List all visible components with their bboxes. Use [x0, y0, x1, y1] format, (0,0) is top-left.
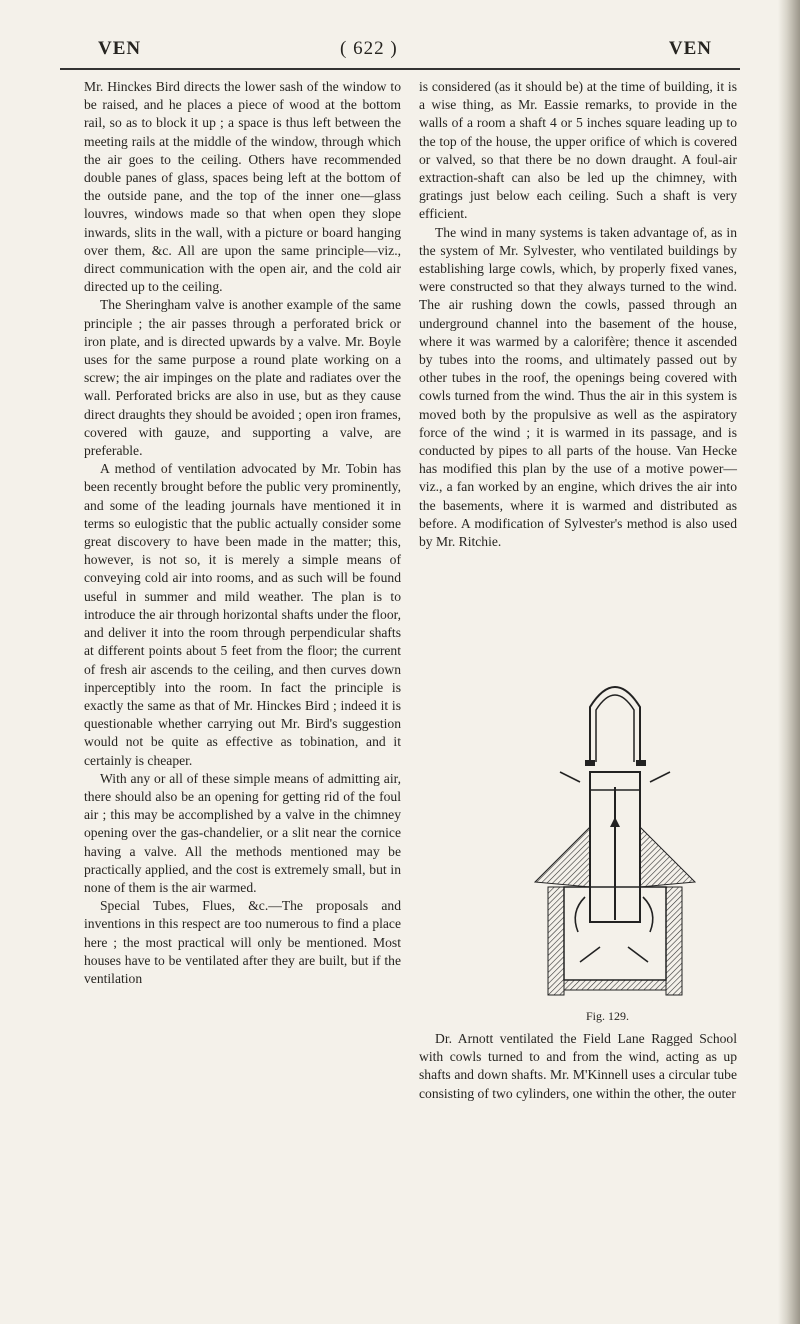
figure-caption: Fig. 129. — [586, 1009, 630, 1023]
paragraph: A method of ventilation advocated by Mr. Tobin has been recently brought before the public very prominently, and some of the leading journals have mentioned it in terms so eulogistic that the public actually consider some great discovery to have been made in the matter; this, however, is not so, it is merely a simple means of conveying cold air into rooms, and as such will be found useful in summer and mild weather. The plan is to introduce the air through horizontal shafts under the floor, and deliver it into the room through perpendicular shafts at different points about 5 feet from the floor; the current of fresh air ascends to the ceiling, and then curves down inperceptibly into the room. In fact the principle is exactly the same as that of Mr. Hinckes Bird ; indeed it is questionable whether carrying out Mr. Bird's suggestion would not be quite as effective as tobination, and it certainly is cheaper. — [84, 461, 401, 768]
paragraph: Dr. Arnott ventilated the Field Lane Ragged School with cowls turned to and from the wind, acting as up shafts and down shafts. Mr. M'Kinnell uses a circular tube consisting of two cylinders, one within the other, the outer — [419, 1031, 737, 1101]
page-edge-shadow — [778, 0, 800, 1324]
header-right: VEN — [668, 38, 712, 59]
after-figure-text — [419, 1030, 737, 1103]
header-rule — [60, 68, 740, 70]
cowl-diagram — [530, 662, 700, 1004]
page-number: ( 622 ) — [340, 38, 398, 59]
paragraph: The Sheringham valve is another example of the same principle ; the air passes through a perforated brick or iron plate, and is directed upwards by a valve. Mr. Boyle uses for the same purpose a round plate working on a screw; the air impinges on the plate and radiates over the wall. Perforated bricks are also in use, but as they cause direct draughts they should be avoided ; open iron frames, covered with gauze, and supporting a valve, are preferable. — [84, 297, 401, 459]
running-header — [60, 38, 750, 68]
left-column — [84, 78, 401, 988]
paragraph: is considered (as it should be) at the time of building, it is a wise thing, as Mr. Eassie remarks, to provide in the walls of a room a shaft 4 or 5 inches square leading up to the top of the house, the upper orifice of which is covered or valved, so that there be no down draught. A foul-air extraction-shaft can also be led up the chimney, with gratings just below each ceiling. Such a shaft is very efficient. — [419, 79, 737, 222]
right-column — [419, 78, 737, 551]
paragraph: With any or all of these simple means of admitting air, there should also be an opening for getting rid of the foul air ; this may be accomplished by a valve in the chimney opening over the gas-chandelier, or a slit near the cornice having a valve. All the methods mentioned may be practically applied, and the cost is extremely small, but in none of them is the air warmed. — [84, 770, 401, 895]
ventilation-figure — [530, 662, 700, 1004]
paragraph: Special Tubes, Flues, &c.—The proposals and inventions in this respect are too numerous to find a place here ; the most practical will only be mentioned. Most houses have to be ventilated after they are built, but if the ventilation — [84, 898, 401, 986]
header-left: VEN — [98, 38, 142, 59]
paragraph: Mr. Hinckes Bird directs the lower sash of the window to be raised, and he places a piece of wood at the bottom rail, so as to block it up ; a space is thus left between the meeting rails at the middle of the window, through which the air goes to the ceiling. Others have recommended double panes of glass, spaces being left at the bottom of the outside pane, and the top of the inner one—glass louvres, windows made so that when open they slope inwards, slits in the wall, with a picture or board hanging over them, &c. All are upon the same principle—viz., direct communication with the open air, and the cold air directed up to the ceiling. — [84, 79, 401, 295]
paragraph: The wind in many systems is taken advantage of, as in the system of Mr. Sylvester, who ventilated buildings by establishing large cowls, which, by properly fixed vanes, were constructed so that they always turned to the wind. The air rushing down the cowls, passed through an underground channel into the basement of the house, where it was warmed by a calorifère; thence it ascended by tubes into the rooms, and ultimately passed out by other tubes in the roof, the openings being covered with cowls turned from the wind. Thus the air in this system is moved both by the propulsive as well as the aspiratory force of the wind ; it is warmed in its passage, and is conducted by pipes to all parts of the house. Van Hecke has modified this plan by the use of a motive power—viz., a fan worked by an engine, which drives the air into the basements, where it is warmed and distributed as before. A modification of Sylvester's method is also used by Mr. Ritchie. — [419, 224, 737, 550]
